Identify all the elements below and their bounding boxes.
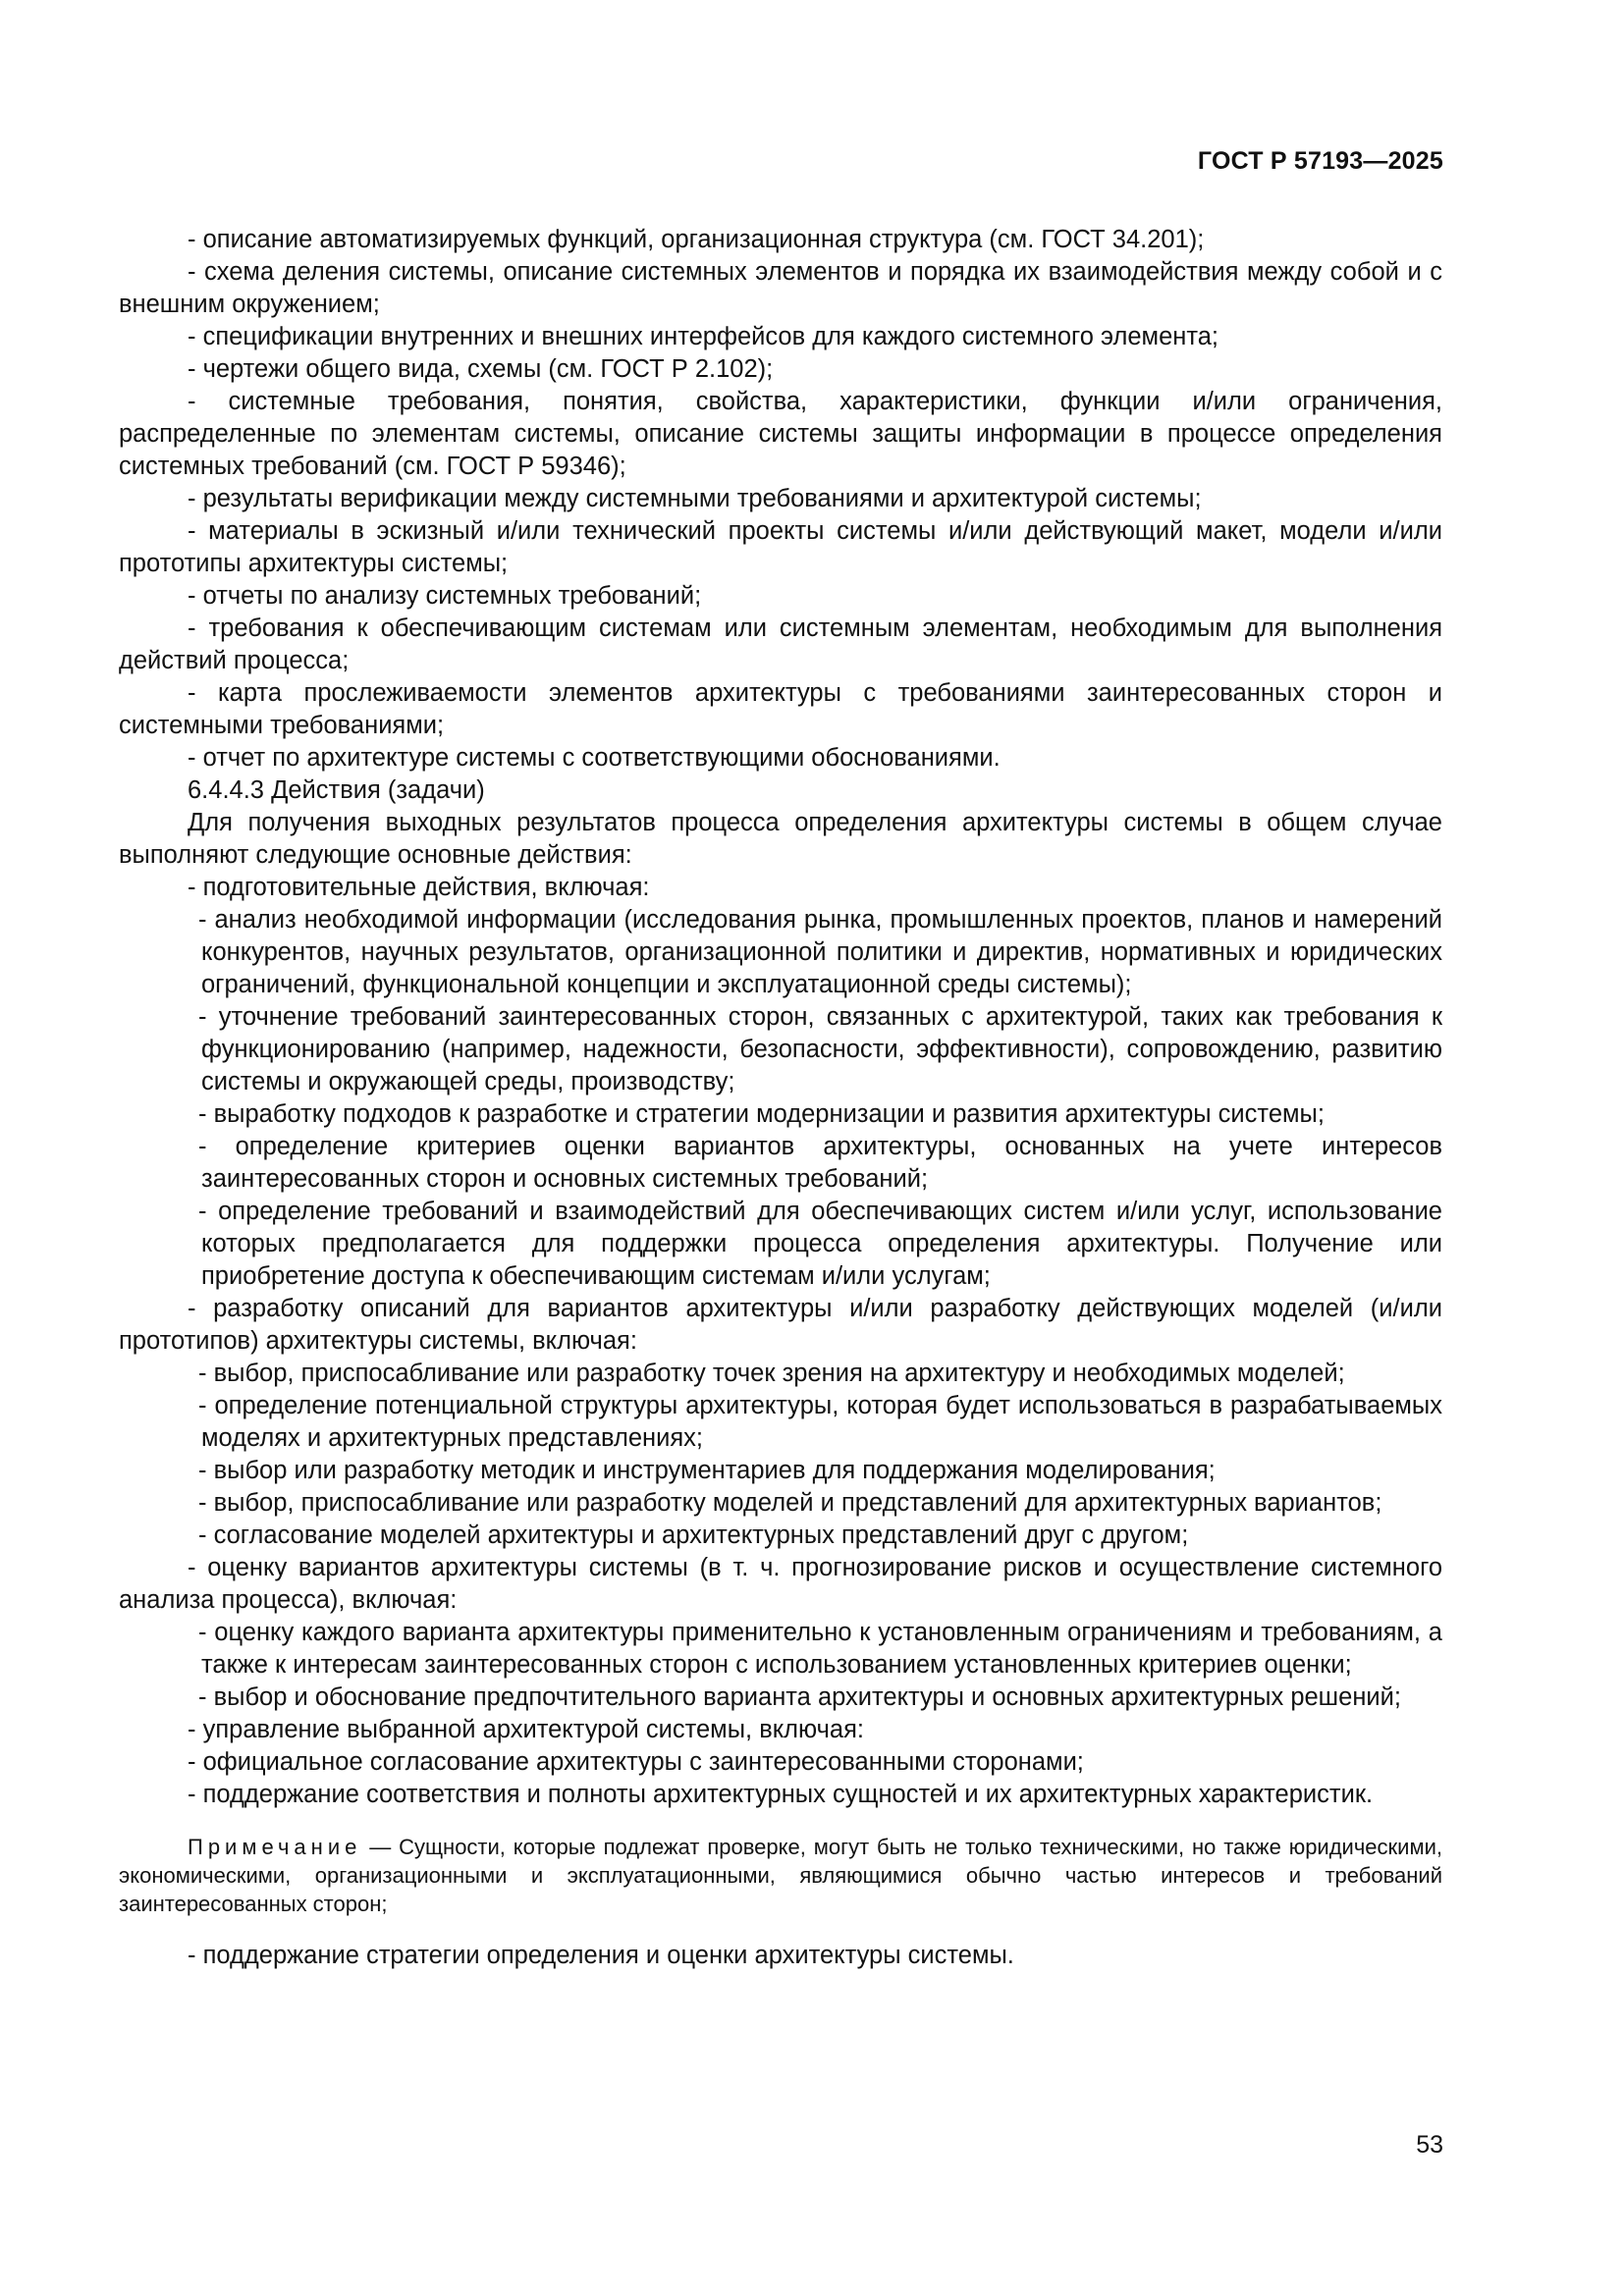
document-body xyxy=(119,224,1442,1972)
paragraph: - подготовительные действия, включая: xyxy=(188,874,650,901)
list-subitem: - выбор, приспосабливание или разработку моделей и представлений для архитектурных вариантов; xyxy=(198,1489,1382,1517)
paragraph: - требования к обеспечивающим системам или системным элементам, необходимым для выполнения действий процесса; xyxy=(119,614,1442,674)
paragraph: - материалы в эскизный и/или технический проекты системы и/или действующий макет, модели и/или прототипы архитектуры системы; xyxy=(119,517,1442,577)
paragraph: - поддержание соответствия и полноты архитектурных сущностей и их архитектурных характеристик. xyxy=(188,1781,1374,1808)
list-subitem: - выработку подходов к разработке и стратегии модернизации и развития архитектуры системы; xyxy=(198,1100,1325,1128)
paragraph: - схема деления системы, описание системных элементов и порядка их взаимодействия между собой и с внешним окружением; xyxy=(119,258,1442,318)
paragraph: - системные требования, понятия, свойства, характеристики, функции и/или ограничения, распределенные по элементам системы, описание системы защиты информации в процессе определения системных требований (см. ГОСТ Р 59346); xyxy=(119,388,1442,480)
list-subitem: - определение потенциальной структуры архитектуры, которая будет использоваться в разрабатываемых моделях и архитектурных представлениях; xyxy=(198,1392,1442,1452)
list-subitem: - уточнение требований заинтересованных сторон, связанных с архитектурой, таких как требования к функционированию (например, надежности, безопасности, эффективности), сопровождению, развитию системы и окружающей среды, производству; xyxy=(198,1003,1442,1095)
note-label: Примечание xyxy=(188,1835,362,1859)
list-subitem: - выбор и обоснование предпочтительного варианта архитектуры и основных архитектурных решений; xyxy=(198,1683,1401,1711)
note-paragraph xyxy=(119,1833,1442,1918)
paragraph: - описание автоматизируемых функций, организационная структура (см. ГОСТ 34.201); xyxy=(188,226,1205,253)
list-subitem: - выбор или разработку методик и инструментариев для поддержания моделирования; xyxy=(198,1457,1216,1484)
paragraph: - официальное согласование архитектуры с заинтересованными сторонами; xyxy=(188,1748,1084,1776)
list-subitem: - согласование моделей архитектуры и архитектурных представлений друг с другом; xyxy=(198,1522,1189,1549)
list-subitem: - определение требований и взаимодействий для обеспечивающих систем и/или услуг, использование которых предполагается для поддержки процесса определения архитектуры. Получение или приобретение доступа к обеспечивающим системам и/или услугам; xyxy=(198,1198,1442,1290)
document-header-id: ГОСТ Р 57193—2025 xyxy=(1197,147,1443,175)
paragraph: - разработку описаний для вариантов архитектуры и/или разработку действующих моделей (и/или прототипов) архитектуры системы, включая: xyxy=(119,1295,1442,1355)
paragraph: - спецификации внутренних и внешних интерфейсов для каждого системного элемента; xyxy=(188,323,1218,350)
paragraph: - результаты верификации между системными требованиями и архитектурой системы; xyxy=(188,485,1202,512)
list-subitem: - анализ необходимой информации (исследования рынка, промышленных проектов, планов и намерений конкурентов, научных результатов, организационной политики и директив, нормативных и юридических ограничений, функциональной концепции и эксплуатационной среды системы); xyxy=(198,906,1442,998)
paragraph: - оценку вариантов архитектуры системы (в т. ч. прогнозирование рисков и осуществление системного анализа процесса), включая: xyxy=(119,1554,1442,1614)
note-text: — Сущности, которые подлежат проверке, могут быть не только техническими, но также юридическими, экономическими, организационными и эксплуатационными, являющимися обычно частью интересов и требований заинтересованных сторон; xyxy=(119,1835,1442,1916)
paragraph: Для получения выходных результатов процесса определения архитектуры системы в общем случае выполняют следующие основные действия: xyxy=(119,809,1442,869)
paragraph: - чертежи общего вида, схемы (см. ГОСТ Р 2.102); xyxy=(188,355,774,383)
page-number: 53 xyxy=(1416,2131,1443,2159)
paragraph: 6.4.4.3 Действия (задачи) xyxy=(188,776,485,804)
paragraph: - отчеты по анализу системных требований; xyxy=(188,582,702,610)
list-subitem: - выбор, приспосабливание или разработку точек зрения на архитектуру и необходимых моделей; xyxy=(198,1360,1345,1387)
paragraph: - поддержание стратегии определения и оценки архитектуры системы. xyxy=(188,1942,1014,1969)
paragraph: - управление выбранной архитектурой системы, включая: xyxy=(188,1716,864,1743)
list-subitem: - оценку каждого варианта архитектуры применительно к установленным ограничениям и требованиям, а также к интересам заинтересованных сторон с использованием установленных критериев оценки; xyxy=(198,1619,1442,1679)
list-subitem: - определение критериев оценки вариантов архитектуры, основанных на учете интересов заинтересованных сторон и основных системных требований; xyxy=(198,1133,1442,1193)
paragraph: - карта прослеживаемости элементов архитектуры с требованиями заинтересованных сторон и системными требованиями; xyxy=(119,679,1442,739)
paragraph: - отчет по архитектуре системы с соответствующими обоснованиями. xyxy=(188,744,1001,772)
